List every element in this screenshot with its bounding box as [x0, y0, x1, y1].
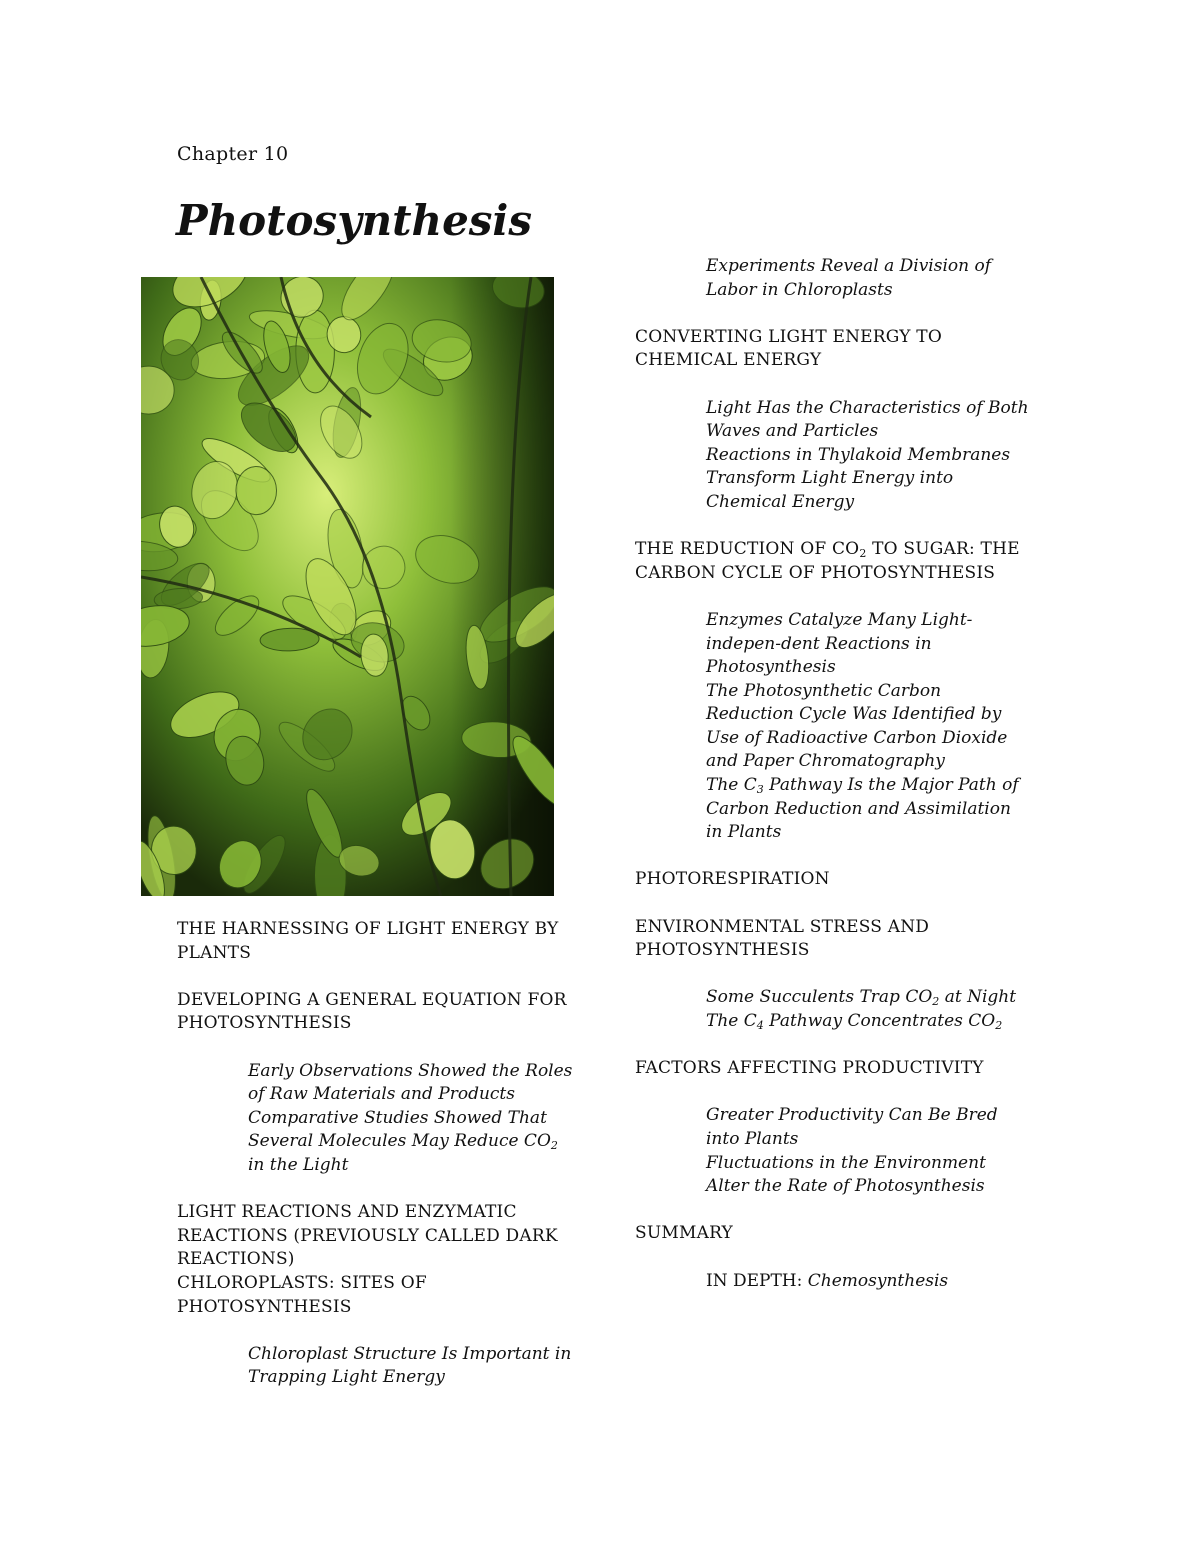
section-heading: SUMMARY	[635, 1223, 733, 1244]
section-heading: CARBON CYCLE OF PHOTOSYNTHESIS	[635, 562, 996, 583]
in-depth-label: IN DEPTH:	[706, 1270, 803, 1291]
leaf-canopy-photo	[141, 277, 554, 896]
subsection: Carbon Reduction and Assimilation	[706, 798, 1011, 819]
section-heading: PHOTORESPIRATION	[635, 869, 830, 890]
subsection: Chemical Energy	[706, 491, 855, 512]
subsection: The Photosynthetic Carbon	[706, 680, 942, 701]
contents-left-column	[177, 918, 597, 1390]
subsection: in Plants	[706, 822, 782, 843]
subsection: Labor in Chloroplasts	[706, 279, 893, 300]
leaf-shape	[235, 466, 277, 515]
subsection: Comparative Studies Showed That	[248, 1107, 547, 1128]
subsection: The $C_3$ Pathway Is the Major Path of	[706, 775, 1019, 797]
section-heading: THE REDUCTION OF $CO_2$ TO SUGAR: THE	[635, 539, 1020, 561]
subsection: Photosynthesis	[706, 657, 836, 678]
subsection: Enzymes Catalyze Many Light-	[706, 609, 973, 630]
subsection: Fluctuations in the Environment	[706, 1152, 986, 1173]
chapter-title: Photosynthesis	[176, 196, 533, 245]
subsection: Use of Radioactive Carbon Dioxide	[706, 727, 1008, 748]
in-depth-entry	[706, 1270, 1055, 1294]
subsection: Trapping Light Energy	[248, 1367, 445, 1388]
subsection: Waves and Particles	[706, 421, 879, 442]
section-heading: ENVIRONMENTAL STRESS AND	[635, 916, 930, 937]
subsection: of Raw Materials and Products	[248, 1084, 515, 1105]
contents-right-column	[635, 255, 1055, 1293]
section-heading: THE HARNESSING OF LIGHT ENERGY BY	[177, 919, 559, 939]
subsection: Greater Productivity Can Be Bred	[706, 1105, 998, 1126]
section-heading: DEVELOPING A GENERAL EQUATION FOR	[177, 989, 567, 1010]
section-heading: REACTIONS)	[177, 1249, 295, 1270]
chapter-label: Chapter 10	[177, 143, 289, 165]
subsection: into Plants	[706, 1128, 799, 1149]
subsection: Light Has the Characteristics of Both	[706, 397, 1029, 418]
subsection: Reactions in Thylakoid Membranes	[706, 444, 1011, 465]
section-heading: PHOTOSYNTHESIS	[177, 1296, 352, 1317]
section-heading: CHEMICAL ENERGY	[635, 350, 822, 371]
section-heading: REACTIONS (PREVIOUSLY CALLED DARK	[177, 1225, 558, 1246]
subsection: Some Succulents Trap $CO_2$ at Night	[706, 987, 1017, 1009]
subsection: Chloroplast Structure Is Important in	[248, 1343, 572, 1364]
subsection: and Paper Chromatography	[706, 751, 945, 772]
section-heading: CHLOROPLASTS: SITES OF	[177, 1272, 427, 1293]
subsection: The $C_4$ Pathway Concentrates $CO_2$	[706, 1011, 1003, 1032]
in-depth-topic: Chemosynthesis	[807, 1270, 949, 1291]
subsection: indepen-dent Reactions in	[706, 633, 932, 654]
subsection: Transform Light Energy into	[706, 468, 954, 489]
subsection: Experiments Reveal a Division of	[706, 256, 992, 276]
subsection: in the Light	[248, 1154, 349, 1175]
section-heading: CONVERTING LIGHT ENERGY TO	[635, 326, 942, 347]
section-heading: LIGHT REACTIONS AND ENZYMATIC	[177, 1202, 517, 1223]
section-heading: PHOTOSYNTHESIS	[635, 940, 810, 961]
subsection: Several Molecules May Reduce $CO_2$	[248, 1131, 558, 1153]
section-heading: PHOTOSYNTHESIS	[177, 1013, 352, 1034]
subsection: Early Observations Showed the Roles	[248, 1060, 573, 1081]
section-heading: FACTORS AFFECTING PRODUCTIVITY	[635, 1058, 984, 1079]
section-heading: PLANTS	[177, 942, 252, 963]
subsection: Reduction Cycle Was Identified by	[706, 704, 1002, 725]
subsection: Alter the Rate of Photosynthesis	[706, 1176, 985, 1197]
